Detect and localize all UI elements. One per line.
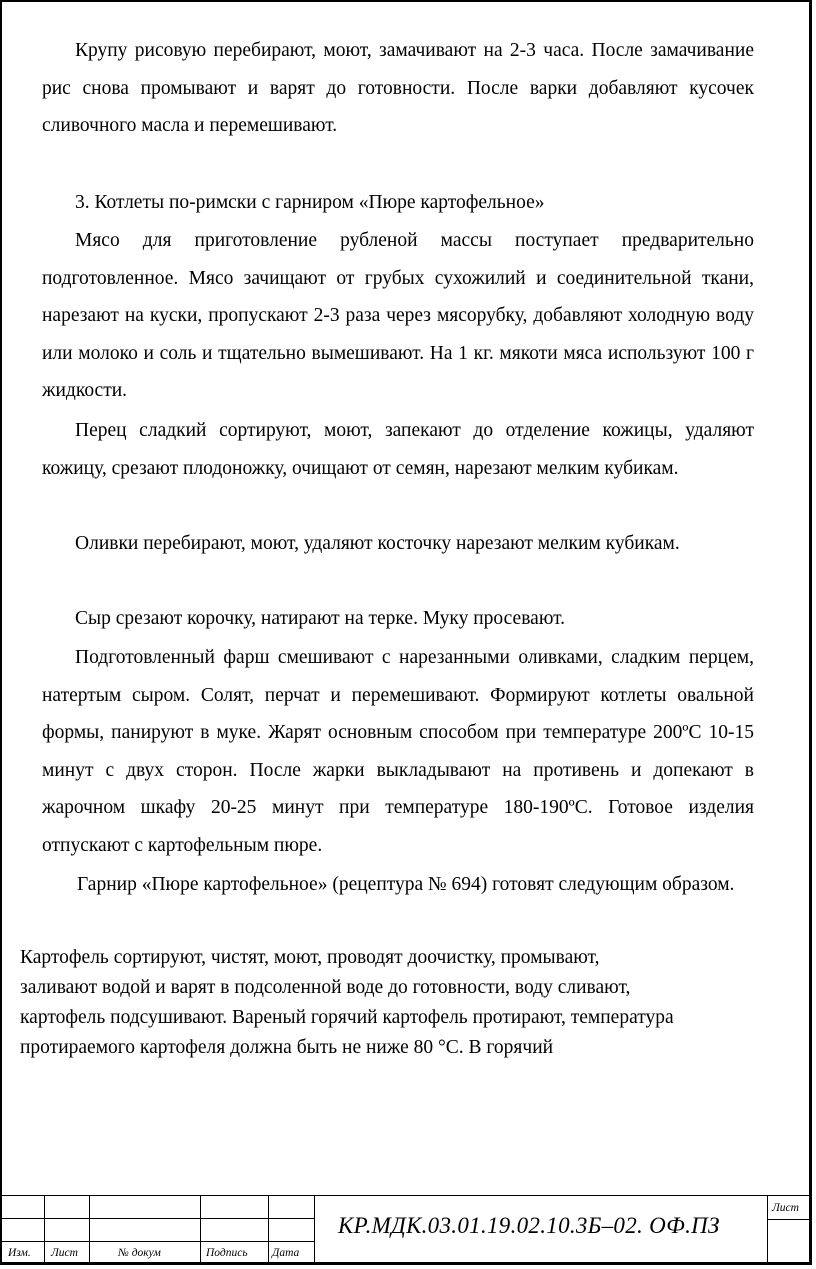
paragraph-pepper: Перец сладкий сортируют, моют, запекают до отделение кожицы, удаляют кожицу, срезают плодоножку, очищают от семян, нарезают мелким кубикам. xyxy=(42,420,754,479)
title-block-col-line xyxy=(200,1195,201,1265)
potato-line: протираемого картофеля должна быть не ниже 80 °С. В горячий xyxy=(20,1037,554,1058)
potato-line: заливают водой и варят в подсоленной воде до готовности, воду сливают, xyxy=(20,977,631,998)
title-block-col-line xyxy=(44,1195,45,1265)
potato-line: картофель подсушивают. Вареный горячий картофель протирают, температура xyxy=(20,1007,674,1028)
sheet-label: Лист xyxy=(772,1202,799,1214)
paragraph-meat: Мясо для приготовление рубленой массы поступает предварительно подготовленное. Мясо зачищают от грубых сухожилий и соединительной ткани, нарезают на куски, пропускают 2-3 раза через мясорубку, добавляют холодную воду или молоко и соль и тщательно вымешивают. На 1 кг. мякоти мяса используют 100 г жидкости. xyxy=(42,230,754,401)
label-data: Дата xyxy=(272,1247,300,1259)
section-heading-3: 3. Котлеты по-римски с гарниром «Пюре картофельное» xyxy=(75,192,545,213)
title-block-col-line xyxy=(268,1195,269,1265)
paragraph-potato xyxy=(20,943,770,1063)
label-dokum: № докум xyxy=(118,1247,161,1259)
label-izm: Изм. xyxy=(8,1247,31,1259)
label-list: Лист xyxy=(51,1247,78,1259)
title-block-top-border xyxy=(0,1195,812,1196)
paragraph-rice: Крупу рисовую перебирают, моют, замачивают на 2-3 часа. После замачивание рис снова промывают и варят до готовности. После варки добавляют кусочек сливочного масла и перемешивают. xyxy=(42,40,754,136)
title-block-row-line xyxy=(0,1241,314,1242)
potato-line: Картофель сортируют, чистят, моют, проводят доочистку, промывают, xyxy=(20,947,600,968)
title-block xyxy=(0,1195,812,1265)
paragraph-olives: Оливки перебирают, моют, удаляют косточку нарезают мелким кубикам. xyxy=(75,533,680,554)
paragraph-garnish: Гарнир «Пюре картофельное» (рецептура № 694) готовят следующим образом. xyxy=(77,874,735,895)
title-block-col-line xyxy=(314,1195,315,1265)
paragraph-cheese: Сыр срезают корочку, натирают на терке. Муку просевают. xyxy=(75,608,566,629)
document-code: КР.МДК.03.01.19.02.10.3Б–02. ОФ.ПЗ xyxy=(338,1213,720,1238)
title-block-col-line xyxy=(767,1195,768,1265)
title-block-col-line xyxy=(89,1195,90,1265)
title-block-sheet-cell-line xyxy=(767,1219,812,1220)
title-block-row-line xyxy=(0,1218,314,1219)
paragraph-cutlets: Подготовленный фарш смешивают с нарезанными оливками, сладким перцем, натертым сыром. Солят, перчат и перемешивают. Формируют котлеты овальной формы, панируют в муке. Жарят основным способом при температуре 200ºС 10-15 минут с двух сторон. После жарки выкладывают на противень и допекают в жарочном шкафу 20-25 минут при температуре 180-190ºС. Готовое изделия отпускают с картофельным пюре. xyxy=(42,647,754,856)
label-podpis: Подпись xyxy=(206,1247,248,1259)
